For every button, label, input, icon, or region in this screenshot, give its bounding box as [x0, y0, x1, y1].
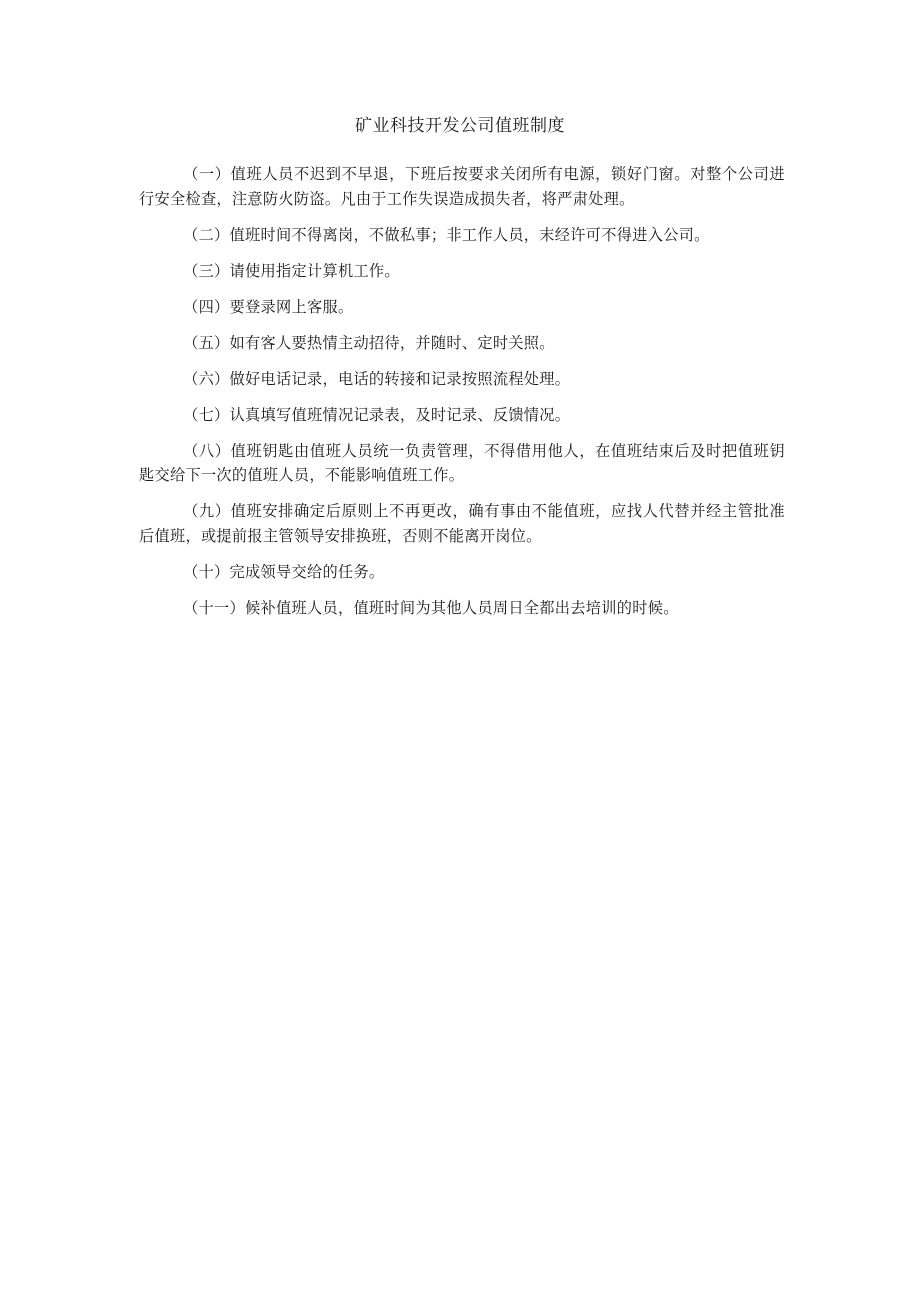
rule-paragraph-11: （十一）候补值班人员，值班时间为其他人员周日全都出去培训的时候。 [183, 598, 679, 617]
document-body [139, 162, 785, 632]
rule-paragraph-5: （五）如有客人要热情主动招待，并随时、定时关照。 [183, 333, 555, 352]
rule-paragraph-7: （七）认真填写值班情况记录表，及时记录、反馈情况。 [183, 405, 571, 424]
rule-paragraph-9: （九）值班安排确定后原则上不再更改，确有事由不能值班，应找人代替并经主管批准后值班，或提前报主管领导安排换班，否则不能离开岗位。 [139, 502, 785, 545]
rule-paragraph-1: （一）值班人员不迟到不早退，下班后按要求关闭所有电源，锁好门窗。对整个公司进行安全检查，注意防火防盗。凡由于工作失误造成损失者，将严肃处理。 [139, 165, 785, 208]
rule-paragraph-6: （六）做好电话记录，电话的转接和记录按照流程处理。 [183, 369, 571, 388]
rule-paragraph-2: （二）值班时间不得离岗，不做私事；非工作人员，末经许可不得进入公司。 [183, 225, 710, 244]
rule-paragraph-10: （十）完成领导交给的任务。 [183, 562, 385, 581]
rule-paragraph-3: （三）请使用指定计算机工作。 [183, 261, 400, 280]
rule-paragraph-4: （四）要登录网上客服。 [183, 297, 354, 316]
document-title: 矿业科技开发公司值班制度 [355, 116, 565, 136]
rule-paragraph-8: （八）值班钥匙由值班人员统一负责管理，不得借用他人，在值班结束后及时把值班钥匙交给下一次的值班人员，不能影响值班工作。 [139, 441, 785, 484]
